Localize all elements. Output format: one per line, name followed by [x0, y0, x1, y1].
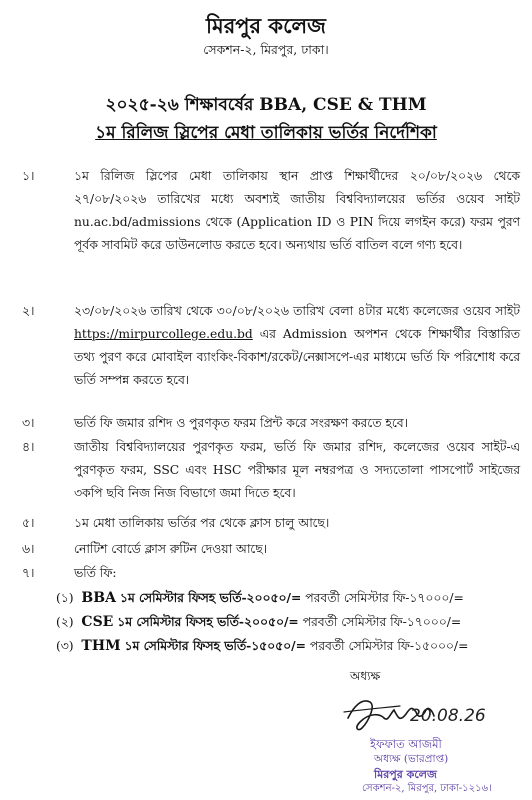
fee-index: (২) — [56, 615, 74, 629]
first-semester-fee: ১ম সেমিস্টার ফিসহ ভর্তি-২০০৫০/= — [117, 614, 299, 629]
item-number: ৪। — [22, 440, 35, 454]
principal-role: অধ্যক্ষ (ভারপ্রাপ্ত) — [374, 753, 449, 765]
instruction-item-6 — [22, 538, 520, 561]
instruction-item-7 — [22, 562, 520, 585]
item-number: ২। — [22, 304, 35, 318]
notice-heading: ২০২৫-২৬ শিক্ষাবর্ষের BBA, CSE & THM — [105, 95, 427, 115]
item-text: জাতীয় বিশ্ববিদ্যালয়ের পুরণকৃত ফরম, ভর্তি ফি জমার রশিদ, কলেজের ওয়েব সাইট-এ পুরণকৃত ফরম, SSC এবং HSC পরীক্ষার মূল নম্বরপত্র ও সদ্যতোলা পাসপোর্ট সাইজের ৩কপি ছবি নিজ নিজ বিভাগে জমা দিতে হবে। — [74, 440, 520, 500]
item-text: ১ম মেধা তালিকায় ভর্তির পর থেকে ক্লাস চালু আছে। — [74, 516, 330, 530]
instruction-item-3 — [22, 412, 520, 435]
signature-block — [340, 668, 520, 798]
next-semester-fee: পরবর্তী সেমিস্টার ফি-১৭০০০/= — [302, 615, 462, 629]
signatory-title: অধ্যক্ষ — [350, 669, 381, 683]
program-code: CSE — [81, 614, 114, 630]
item-text: নোটিশ বোর্ডে ক্লাস রুটিন দেওয়া আছে। — [74, 542, 268, 556]
college-name: মিরপুর কলেজ — [206, 13, 326, 38]
item-text: ১ম রিলিজ স্লিপের মেধা তালিকায় স্থান প্রাপ্ত শিক্ষার্থীদের ২০/০৮/২০২৬ থেকে ২৭/০৮/২০২৬ তারিখের মধ্যে অবশ্যই জাতীয় বিশ্ববিদ্যালয়ের ভর্তির ওয়েব সাইট nu.ac.bd/admissions থেকে (Application ID ও PIN দিয়ে লগইন করে) ফরম পুরণ পূর্বক সাবমিট করে ডাউনলোড করতে হবে। অন্যথায় ভর্তি বাতিল বলে গণ্য হবে। — [74, 169, 520, 252]
first-semester-fee: ১ম সেমিস্টার ফিসহ ভর্তি-১৫০৫০/= — [124, 638, 306, 653]
item-number: ৭। — [22, 566, 35, 580]
item-text-part: ২৩/০৮/২০২৬ তারিখ থেকে ৩০/০৮/২০২৬ তারিখ বেলা ৪টার মধ্যে কলেজের ওয়েব সাইট — [74, 304, 520, 318]
instruction-item-4 — [22, 436, 520, 505]
item-text-part: এর Admission অপশন থেকে শিক্ষার্থীর বিস্তারিত তথ্য পুরণ করে মোবাইল ব্যাংকিং-বিকাশ/রকেট/নেক্সাসপে-এর মাধ্যমে ভর্তি ফি পরিশোধ করে ভর্তি সম্পন্ন করতে হবে। — [74, 327, 520, 387]
first-semester-fee: ১ম সেমিস্টার ফিসহ ভর্তি-২০০৫০/= — [119, 590, 302, 605]
fee-row-bba — [56, 590, 464, 610]
item-number: ৬। — [22, 542, 35, 556]
stamp-address: সেকশন-২, মিরপুর, ঢাকা-১২১৬। — [362, 783, 492, 794]
principal-name: ইফফাত আজমী — [370, 737, 442, 751]
program-code: THM — [81, 638, 121, 654]
college-website-link[interactable]: https://mirpurcollege.edu.bd — [74, 327, 253, 341]
program-code: BBA — [81, 590, 116, 606]
item-text: ভর্তি ফি: — [74, 566, 117, 580]
instruction-item-5 — [22, 512, 520, 535]
fee-index: (৩) — [56, 639, 74, 653]
item-number: ৫। — [22, 516, 35, 530]
fee-row-thm — [56, 638, 468, 658]
fee-index: (১) — [56, 591, 74, 605]
next-semester-fee: পরবর্তী সেমিস্টার ফি-১৭০০০/= — [305, 591, 464, 605]
fee-row-cse — [56, 614, 461, 634]
item-text: ভর্তি ফি জমার রশিদ ও পুরণকৃত ফরম প্রিন্ট করে সংরক্ষণ করতে হবে। — [74, 416, 409, 430]
next-semester-fee: পরবর্তী সেমিস্টার ফি-১৫০০০/= — [309, 639, 469, 653]
instruction-item-2 — [22, 300, 520, 392]
college-address: সেকশন-২, মিরপুর, ঢাকা। — [203, 42, 329, 57]
stamp-college-name: মিরপুর কলেজ — [374, 768, 437, 781]
instruction-item-1 — [22, 165, 520, 257]
item-text — [74, 300, 520, 392]
item-number: ৩। — [22, 416, 35, 430]
item-number: ১। — [22, 169, 35, 183]
signature-date: 20.08.26 — [410, 706, 486, 726]
notice-subheading: ১ম রিলিজ স্লিপের মেধা তালিকায় ভর্তির নির্দেশিকা — [95, 123, 437, 143]
